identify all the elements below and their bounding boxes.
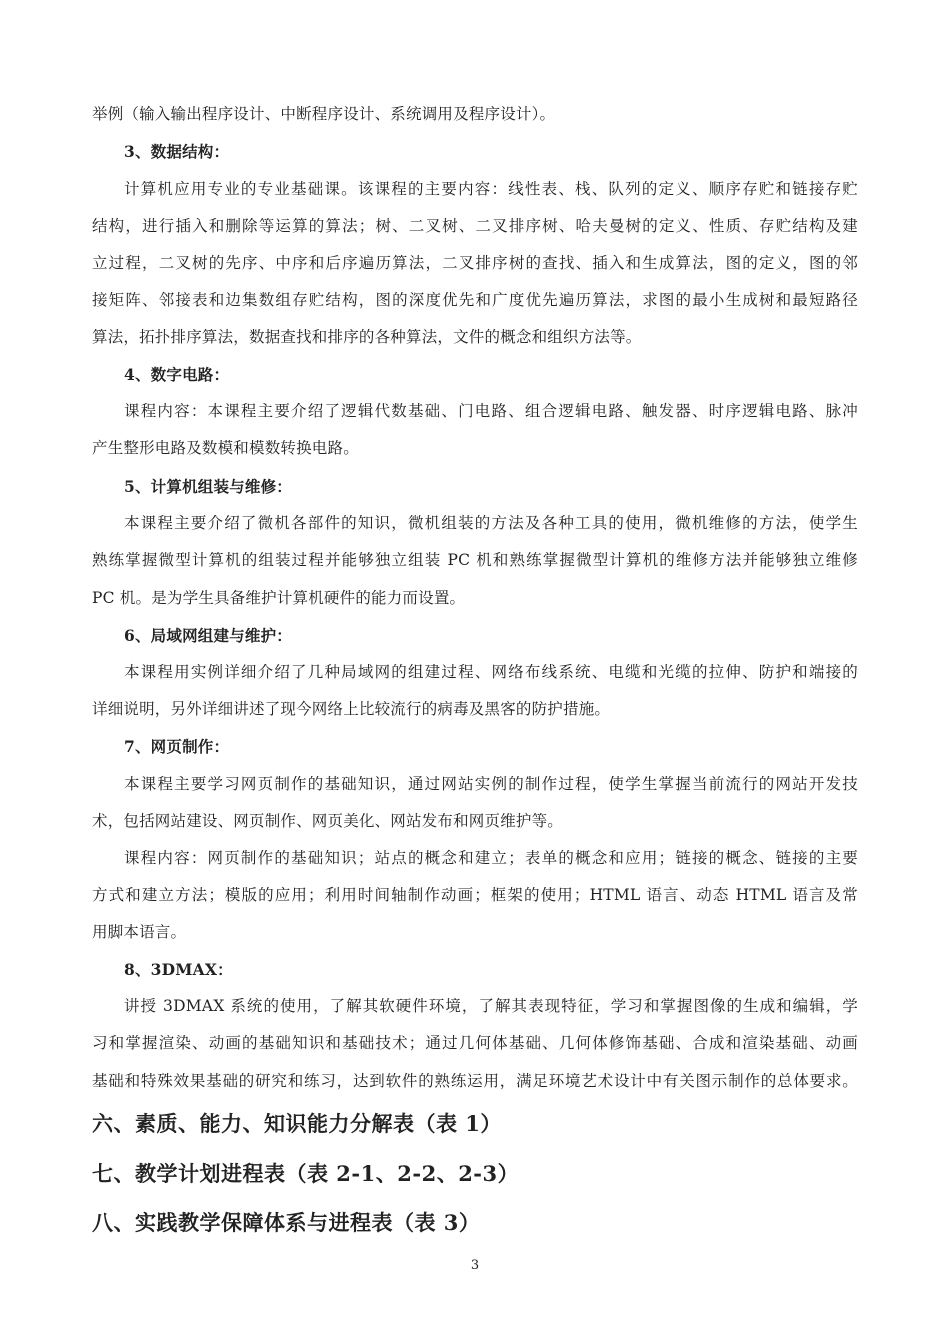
page-number: 3: [470, 1258, 480, 1273]
text-line: 结构，进行插入和删除等运算的算法；树、二叉树、二叉排序树、哈夫曼树的定义、性质、存贮结构及建: [92, 217, 858, 235]
text-line: 课程内容：网页制作的基础知识；站点的概念和建立；表单的概念和应用；链接的概念、链接的主要: [124, 849, 858, 867]
text-line: 本课程主要介绍了微机各部件的知识，微机组装的方法及各种工具的使用，微机维修的方法，使学生: [124, 514, 858, 532]
text-line: 熟练掌握微型计算机的组装过程并能够独立组装 PC 机和熟练掌握微型计算机的维修方法并能够独立维修: [92, 551, 858, 569]
text-line: 术，包括网站建设、网页制作、网页美化、网站发布和网页维护等。: [92, 812, 564, 830]
subsection-heading: 6、局域网组建与维护：: [124, 626, 292, 645]
text-line: 详细说明，另外详细讲述了现今网络上比较流行的病毒及黑客的防护措施。: [92, 700, 611, 718]
text-line: 基础和特殊效果基础的研究和练习，达到软件的熟练运用，满足环境艺术设计中有关图示制作的总体要求。: [92, 1072, 858, 1090]
text-line: PC 机。是为学生具备维护计算机硬件的能力而设置。: [92, 589, 466, 607]
text-line: 产生整形电路及数模和模数转换电路。: [92, 439, 359, 457]
text-line: 用脚本语言。: [92, 923, 187, 941]
text-line: 本课程用实例详细介绍了几种局域网的组建过程、网络布线系统、电缆和光缆的拉伸、防护和端接的: [124, 663, 858, 681]
text-line: 立过程，二叉树的先序、中序和后序遍历算法，二叉排序树的查找、插入和生成算法，图的定义，图的邻: [92, 254, 858, 272]
subsection-heading: 5、计算机组装与维修：: [124, 477, 292, 496]
subsection-heading: 3、数据结构：: [124, 142, 230, 161]
subsection-heading: 7、网页制作：: [124, 737, 230, 756]
text-line: 讲授 3DMAX 系统的使用，了解其软硬件环境，了解其表现特征，学习和掌握图像的生成和编辑，学: [124, 997, 858, 1015]
text-line: 举例（输入输出程序设计、中断程序设计、系统调用及程序设计）。: [92, 105, 556, 123]
text-line: 课程内容：本课程主要介绍了逻辑代数基础、门电路、组合逻辑电路、触发器、时序逻辑电路、脉冲: [124, 402, 858, 420]
subsection-heading: 8、3DMAX：: [124, 960, 233, 979]
section-heading: 六、素质、能力、知识能力分解表（表 1）: [92, 1111, 502, 1136]
text-line: 接矩阵、邻接表和边集数组存贮结构，图的深度优先和广度优先遍历算法，求图的最小生成树和最短路径: [92, 291, 858, 309]
text-line: 算法，拓扑排序算法，数据查找和排序的各种算法，文件的概念和组织方法等。: [92, 328, 642, 346]
subsection-heading: 4、数字电路：: [124, 365, 230, 384]
text-line: 计算机应用专业的专业基础课。该课程的主要内容：线性表、栈、队列的定义、顺序存贮和链接存贮: [124, 180, 858, 198]
text-line: 本课程主要学习网页制作的基础知识，通过网站实例的制作过程，使学生掌握当前流行的网站开发技: [124, 775, 858, 793]
text-line: 方式和建立方法；模版的应用；利用时间轴制作动画；框架的使用；HTML 语言、动态 HTML 语言及常: [92, 886, 858, 904]
section-heading: 七、教学计划进程表（表 2-1、2-2、2-3）: [92, 1161, 520, 1186]
text-line: 习和掌握渲染、动画的基础知识和基础技术；通过几何体基础、几何体修饰基础、合成和渲染基础、动画: [92, 1034, 858, 1052]
section-heading: 八、实践教学保障体系与进程表（表 3）: [92, 1210, 481, 1235]
